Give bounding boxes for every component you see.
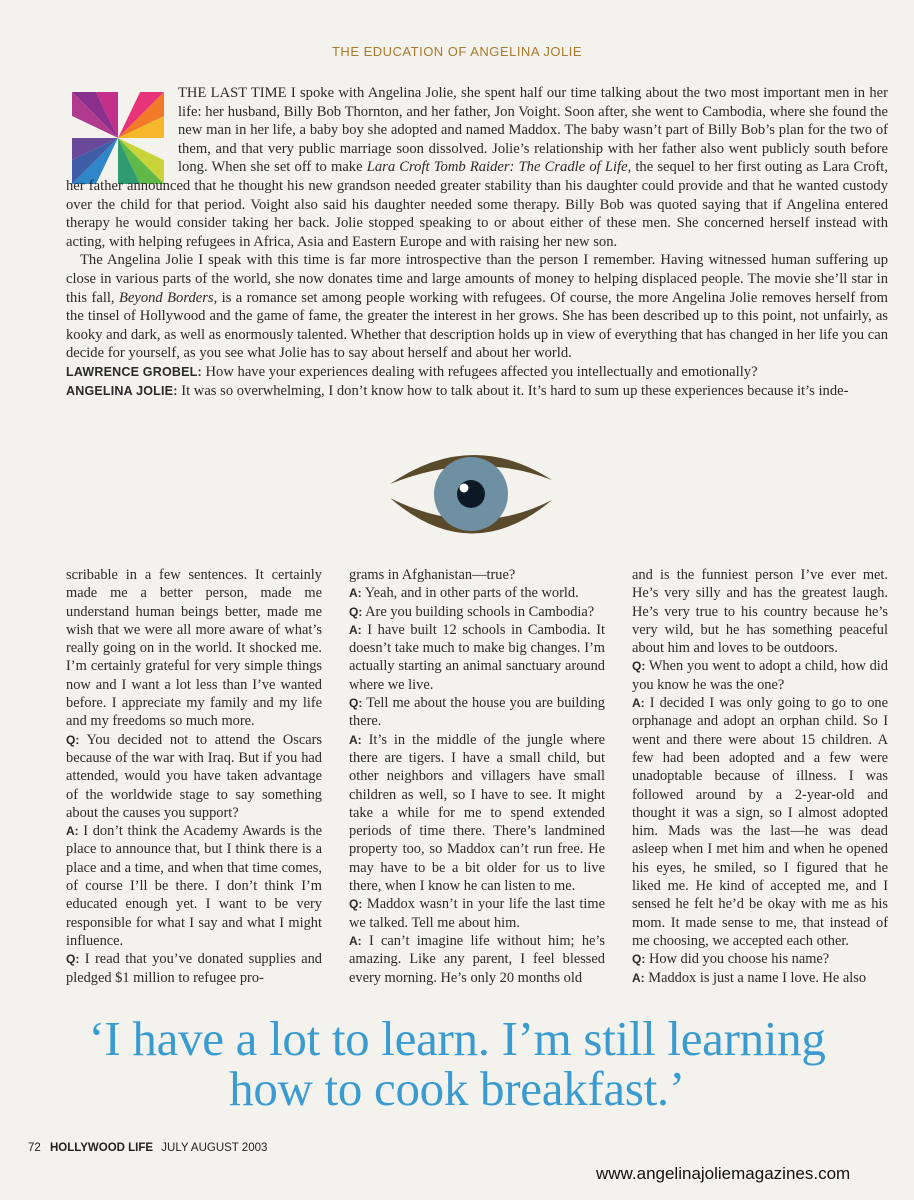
page-footer bbox=[28, 1142, 267, 1154]
column-question: Q: Maddox wasn’t in your life the last time we talked. Tell me about him. bbox=[349, 896, 605, 931]
column-answer: A: Yeah, and in other parts of the world. bbox=[349, 585, 579, 602]
article-column-3 bbox=[632, 566, 888, 987]
column-question: Q: Are you building schools in Cambodia? bbox=[349, 603, 595, 620]
eye-illustration-icon bbox=[386, 440, 556, 550]
column-paragraph: grams in Afghanistan—true? bbox=[349, 567, 516, 583]
page-number: 72 bbox=[28, 1142, 41, 1154]
pull-quote bbox=[40, 1011, 874, 1116]
column-answer: A: It’s in the middle of the jungle where there are tigers. I have a small child, but other neighbors and villagers have small children as well, so I have to see. It might take a while for me to spend extended periods of time there. There’s landmined property too, so Maddox can’t run free. He may have to be a bit older for us to live there, when I know he can listen to me. bbox=[349, 731, 605, 895]
issue-date: JULY AUGUST 2003 bbox=[161, 1142, 268, 1154]
article-column-2 bbox=[349, 566, 605, 987]
website-watermark: www.angelinajoliemagazines.com bbox=[596, 1164, 851, 1183]
column-answer: A: Maddox is just a name I love. He also bbox=[632, 969, 867, 986]
article-kicker: THE EDUCATION OF ANGELINA JOLIE bbox=[331, 44, 583, 59]
column-question: Q: I read that you’ve donated supplies and pledged $1 million to refugee pro- bbox=[66, 951, 322, 986]
column-question: Q: You decided not to attend the Oscars because of the war with Iraq. But if you had attended, would you have taken advantage of the worldwide stage to say something about the causes you support? bbox=[66, 731, 322, 821]
column-question: Q: How did you choose his name? bbox=[632, 951, 830, 968]
pull-quote-line-1: ‘I have a lot to learn. I’m still learning bbox=[88, 1011, 826, 1066]
interviewer-name: LAWRENCE GROBEL: bbox=[66, 364, 202, 379]
article-column-1 bbox=[66, 566, 322, 987]
interview-question-1: LAWRENCE GROBEL: How have your experiences dealing with refugees affected you intellectually and emotionally? bbox=[66, 363, 758, 380]
interview-answer-1: ANGELINA JOLIE: It was so overwhelming, I don’t know how to talk about it. It’s hard to sum up these experiences because it’s inde- bbox=[66, 382, 849, 399]
pull-quote-line-2: how to cook breakfast.’ bbox=[229, 1061, 685, 1116]
column-paragraph: and is the funniest person I’ve ever met. He’s very silly and has the greatest laugh. He’s very true to his country because he’s very wild, but he has something peaceful about him and loves to be outdoors. bbox=[632, 567, 888, 657]
magazine-name: HOLLYWOOD LIFE bbox=[50, 1142, 154, 1154]
column-answer: A: I don’t think the Academy Awards is the place to announce that, but I think there is a place and a time, and when that time comes, of course I’ll be there. I don’t think I’m educated enough yet. I want to be very responsible for what I say and what I might influence. bbox=[66, 823, 322, 949]
column-answer: A: I decided I was only going to go to one orphanage and adopt an orphan child. So I went and there were about 15 children. A few had been adopted and a few were unadoptable because of illness. I was followed around by a 2-year-old and thought it was a sign, so I almost adopted him. Mads was the last—he was dead asleep when I met him and when he opened his eyes, he smiled, so I figured that he liked me. He kind of accepted me, and I sensed he felt he’d be okay with me as his mom. It made sense to me, that instead of me choosing, we accepted each other. bbox=[632, 695, 888, 949]
intro-paragraph-2: The Angelina Jolie I speak with this time is far more introspective than the person I remember. Having witnessed human suffering up close in various parts of the world, she now donates time and large amounts of money to helping displaced people. The movie she’ll star in this fall, Beyond Borders, is a romance set among people working with refugees. Of course, the more Angelina Jolie removes herself from the tinsel of Hollywood and the game of fame, the greater the interest in her grows. She has been described up to this point, not unfairly, as kooky and dark, as well as enormously talented. Whether that description holds up in view of everything that has changed in her life you can decide for yourself, as you see what Jolie has to say about herself and about her world. bbox=[66, 252, 888, 362]
article-intro bbox=[66, 84, 888, 400]
column-question: Q: When you went to adopt a child, how did you know he was the one? bbox=[632, 658, 888, 693]
column-answer: A: I have built 12 schools in Cambodia. It doesn’t take much to make big changes. I’m actually starting an animal sanctuary around where we live. bbox=[349, 621, 605, 693]
column-paragraph: scribable in a few sentences. It certainly made me a better person, made me understand human beings better, made me wish that we were all more aware of what’s really going on in the world. It shocked me. I’m certainly grateful for very simple things now and I want a lot less than I’ve wanted before. I appreciate my family and my life and my freedoms so much more. bbox=[66, 567, 322, 730]
interviewee-name: ANGELINA JOLIE: bbox=[66, 383, 178, 398]
column-question: Q: Tell me about the house you are building there. bbox=[349, 695, 605, 730]
column-answer: A: I can’t imagine life without him; he’s amazing. Like any parent, I feel blessed every morning. He’s only 20 months old bbox=[349, 932, 605, 986]
intro-paragraph-1: THE LAST TIME I spoke with Angelina Jolie, she spent half our time talking about the two most important men in her life: her husband, Billy Bob Thornton, and her father, Jon Voight. Soon after, she went to Cambodia, where she found the new man in her life, a baby boy she adopted and named Maddox. The baby wasn’t part of Billy Bob’s plan for the two of them, and that very public marriage soon dissolved. Jolie’s relationship with her father also went publicly south before long. When she set off to make Lara Croft Tomb Raider: The Cradle of Life, the sequel to her first outing as Lara Croft, her father announced that he thought his new grandson needed greater stability than his daughter could provide and that he wanted custody over the child for that period. Voight also said his daughter needed some therapy. Billy Bob was quoted saying that if Angelina entered therapy he would consider taking her back. Jolie stopped speaking to or about either of these men. She concerned herself instead with acting, with helping refugees in Africa, Asia and Eastern Europe and with raising her new son. bbox=[66, 85, 888, 250]
